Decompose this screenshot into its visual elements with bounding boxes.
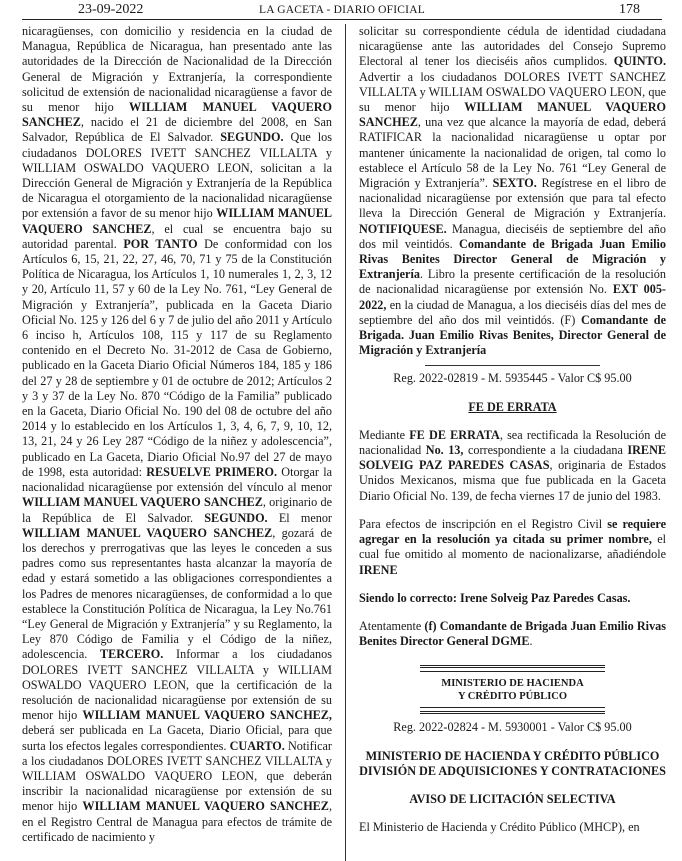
text-run: Managua, dieciséis de septiembre del año dos mil veintidós. xyxy=(359,221,666,251)
left-column xyxy=(22,24,332,845)
text-run: De conformidad con los Artículos 6, 15, 21, 22, 27, 46, 70, 71 y 75 de la Constitución Política de Nicaragua, los Artículos 1, 10 numerales 1, 2, 3, 12 y 20, Artículo 11, 57 y 60 de la Ley No. 761, “Ley General de Migración y Extranjería”, publicada en la Gaceta Diario Oficial No. 125 y 126 del 6 y 7 de julio del año 2011 y Artículo 6 inciso h, Artículos 108, 115 y 117 de su Reglamento contenido en el Decreto No. 31-2012 de Casa de Gobierno, publicado en la Gaceta Diario Oficial Números 184, 185 y 186 del 27 y 28 de septiembre y 01 de octubre de 2012; Artículos 2 y 3 y 37 de la Ley No. 870 “Código de la Familia” publicado en la Gaceta, Diario Oficial No. 190 del 08 de octubre del año 2014 y lo establecido en los Artículos 1, 3, 4, 6, 7, 9, 10, 12, 13, 21, 24 y 26 Ley 287 “Código de la niñez y adolescencia”, publicado en La Gaceta, Diario Oficial No.97 del 27 de mayo de 1998, esta autoridad: xyxy=(22,236,332,479)
clause-label: QUINTO. xyxy=(613,54,666,69)
header-page-number: 178 xyxy=(619,2,640,17)
division-heading: DIVISIÓN DE ADQUISICIONES Y CONTRATACIONES xyxy=(359,763,666,778)
resolution-body-right xyxy=(359,24,666,358)
column-divider xyxy=(345,24,346,861)
text-run: Advertir a los ciudadanos DOLORES IVETT SANCHEZ VILLALTA y WILLIAM OSWALDO VAQUERO LEON, que su menor hijo xyxy=(359,69,666,115)
page-header xyxy=(22,2,662,18)
text-run: , originario de la República de El Salvador. xyxy=(22,495,332,525)
clause-label: NOTIFIQUESE. xyxy=(359,221,447,236)
aviso-title: AVISO DE LICITACIÓN SELECTIVA xyxy=(409,791,616,806)
resolution-body-left xyxy=(22,24,332,845)
minor-name: WILLIAM MANUEL VAQUERO SANCHEZ xyxy=(359,100,666,130)
signatory: Comandante de Brigada Juan Emilio Rivas Benites Director General de Migración y Extranjería xyxy=(359,236,666,282)
text-run: El menor xyxy=(267,510,332,525)
resolution-number: EXT 005-2022, xyxy=(359,282,666,312)
minor-name: WILLIAM MANUEL VAQUERO SANCHEZ, xyxy=(82,708,332,723)
text-run: , el cual se encuentra bajo su autoridad parental. xyxy=(22,221,332,251)
text-run: , gozará de los derechos y prerrogativas que las leyes le conceden a sus padres como sus representantes hasta alcanzar la mayoría de edad y estará sometido a las obligaciones correspondientes a los Padres de menores nicaragüenses, de conformidad a lo que establece la Constitución Política de Nicaragua, la Ley No.761 “Ley General de Migración y Extranjería” y su Reglamento, la Ley 870 Código de Familia y el Código de la niñez, adolescencia. xyxy=(22,525,332,662)
text-run: . Libro la presente certificación de la resolución de nacionalidad nicaragüense por extensión No. xyxy=(359,267,666,297)
text-run: , en el Registro Central de Managua para efectos de trámite de certificado de nacimiento y xyxy=(22,799,332,844)
clause-label: CUARTO. xyxy=(229,738,285,753)
text-run: , nacido el 21 de diciembre del 2008, en San Salvador, República de El Salvador. xyxy=(22,115,332,145)
registration-line-2: Reg. 2022-02824 - M. 5930001 - Valor C$ 95.00 xyxy=(393,720,632,735)
minor-name: WILLIAM MANUEL VAQUERO SANCHEZ xyxy=(22,495,263,510)
closing-signature: Atentamente (f) Comandante de Brigada Juan Emilio Rivas Benites Director General DGME. xyxy=(359,618,667,649)
text-run: Regístrese en el libro de nacionalidad nicaragüense por extensión que para tal efecto lleva la Dirección General de Migración y Extranjería. xyxy=(359,176,667,221)
text-run: nicaragüenses, con domicilio y residencia en la ciudad de Managua, República de Nicaragua, han presentado ante las autoridades de la Dirección de Nacionalidad de la Dirección General de Migración y Extranjería, la correspondiente solicitud de extensión de nacionalidad nicaragüense a favor de su menor hijo xyxy=(22,24,332,115)
minor-name: WILLIAM MANUEL VAQUERO SANCHEZ xyxy=(22,100,332,130)
registration-line-1: Reg. 2022-02819 - M. 5935445 - Valor C$ 95.00 xyxy=(393,371,632,386)
ministry-box-line-2: Y CRÉDITO PÚBLICO xyxy=(457,691,568,703)
text-run: Que los ciudadanos DOLORES IVETT SANCHEZ VILLALTA y WILLIAM OSWALDO VAQUERO LEON, solicitan a la Dirección General de Migración y Extranjería de la República de Nicaragua el otorgamiento de la nacionalidad nicaragüense por extensión a favor de su menor hijo xyxy=(22,130,333,221)
header-rule xyxy=(22,19,662,20)
text-run: Informar a los ciudadanos DOLORES IVETT SANCHEZ VILLALTA y WILLIAM OSWALDO VAQUERO LEON, que la certificación de la resolución de nacionalidad nicaragüense por extensión de su menor hijo xyxy=(22,647,332,723)
clause-label: RESUELVE PRIMERO. xyxy=(146,464,278,479)
minor-name: WILLIAM MANUEL VAQUERO SANCHEZ xyxy=(22,525,273,540)
text-run: deberá ser publicada en La Gaceta, Diario Oficial, para que surta los efectos legales correspondientes. xyxy=(22,723,332,753)
text-run: en la ciudad de Managua, a los dieciséis días del mes de septiembre del año dos mil veintidós. (F) xyxy=(359,297,666,327)
clause-label: SEXTO. xyxy=(492,176,537,191)
fe-de-errata-title: FE DE ERRATA xyxy=(468,399,557,414)
ministry-heading: MINISTERIO DE HACIENDA Y CRÉDITO PÚBLICO xyxy=(365,748,660,763)
correction-statement: Siendo lo correcto: Irene Solveig Paz Paredes Casas. xyxy=(359,590,631,605)
signature-rule xyxy=(425,365,600,366)
text-run: , una vez que alcance la mayoría de edad, deberá RATIFICAR la nacionalidad nicaragüense u optar por mantener únicamente la nacionalidad de origen, tal como lo establece el Artículo 58 de la Ley No. 761 “Ley General de Migración y Extranjería”. xyxy=(359,115,666,191)
text-run: Otorgar la nacionalidad nicaragüense por extensión del vínculo al menor xyxy=(22,464,332,495)
errata-paragraph: Mediante FE DE ERRATA, sea rectificada la Resolución de nacionalidad No. 13, correspondiente a la ciudadana IRENE SOLVEIG PAZ PAREDES CASAS, originaria de Estados Unidos Mexicanos, misma que fue publicada en la Gaceta Diario Oficial No. 139, de fecha viernes 17 de junio del 1983. xyxy=(359,427,666,503)
text-run: Notificar a los ciudadanos DOLORES IVETT SANCHEZ VILLALTA y WILLIAM OSWALDO VAQUERO LEON, que deberán inscribir la nacionalidad nicaragüense por extensión de su menor hijo xyxy=(22,738,332,814)
header-title: LA GACETA - DIARIO OFICIAL xyxy=(259,4,425,16)
signatory: Comandante de Brigada. Juan Emilio Rivas Benites, Director General de Migración y Extranjería xyxy=(359,312,666,358)
ministry-box-line-1: MINISTERIO DE HACIENDA xyxy=(441,678,584,690)
clause-label: SEGUNDO. xyxy=(204,510,268,525)
clause-label: POR TANTO xyxy=(123,236,198,251)
minor-name: WILLIAM MANUEL VAQUERO SANCHEZ xyxy=(22,206,332,236)
text-run: solicitar su correspondiente cédula de identidad ciudadana nicaragüense ante las autoridades del Consejo Supremo Electoral al tener los dieciséis años cumplidos. xyxy=(359,24,666,69)
right-column xyxy=(359,24,666,835)
clause-label: TERCERO. xyxy=(100,647,164,662)
header-date: 23-09-2022 xyxy=(78,2,144,17)
clause-label: SEGUNDO. xyxy=(220,130,284,145)
ministry-section-box xyxy=(420,665,605,714)
inscription-paragraph: Para efectos de inscripción en el Registro Civil se requiere agregar en la resolución ya citada su primer nombre, el cual fue omitido al momento de nacionalizarse, añadiéndole IRENE xyxy=(359,516,666,577)
minor-name: WILLIAM MANUEL VAQUERO SANCHEZ xyxy=(82,799,329,814)
mhcp-paragraph: El Ministerio de Hacienda y Crédito Público (MHCP), en xyxy=(359,820,640,835)
